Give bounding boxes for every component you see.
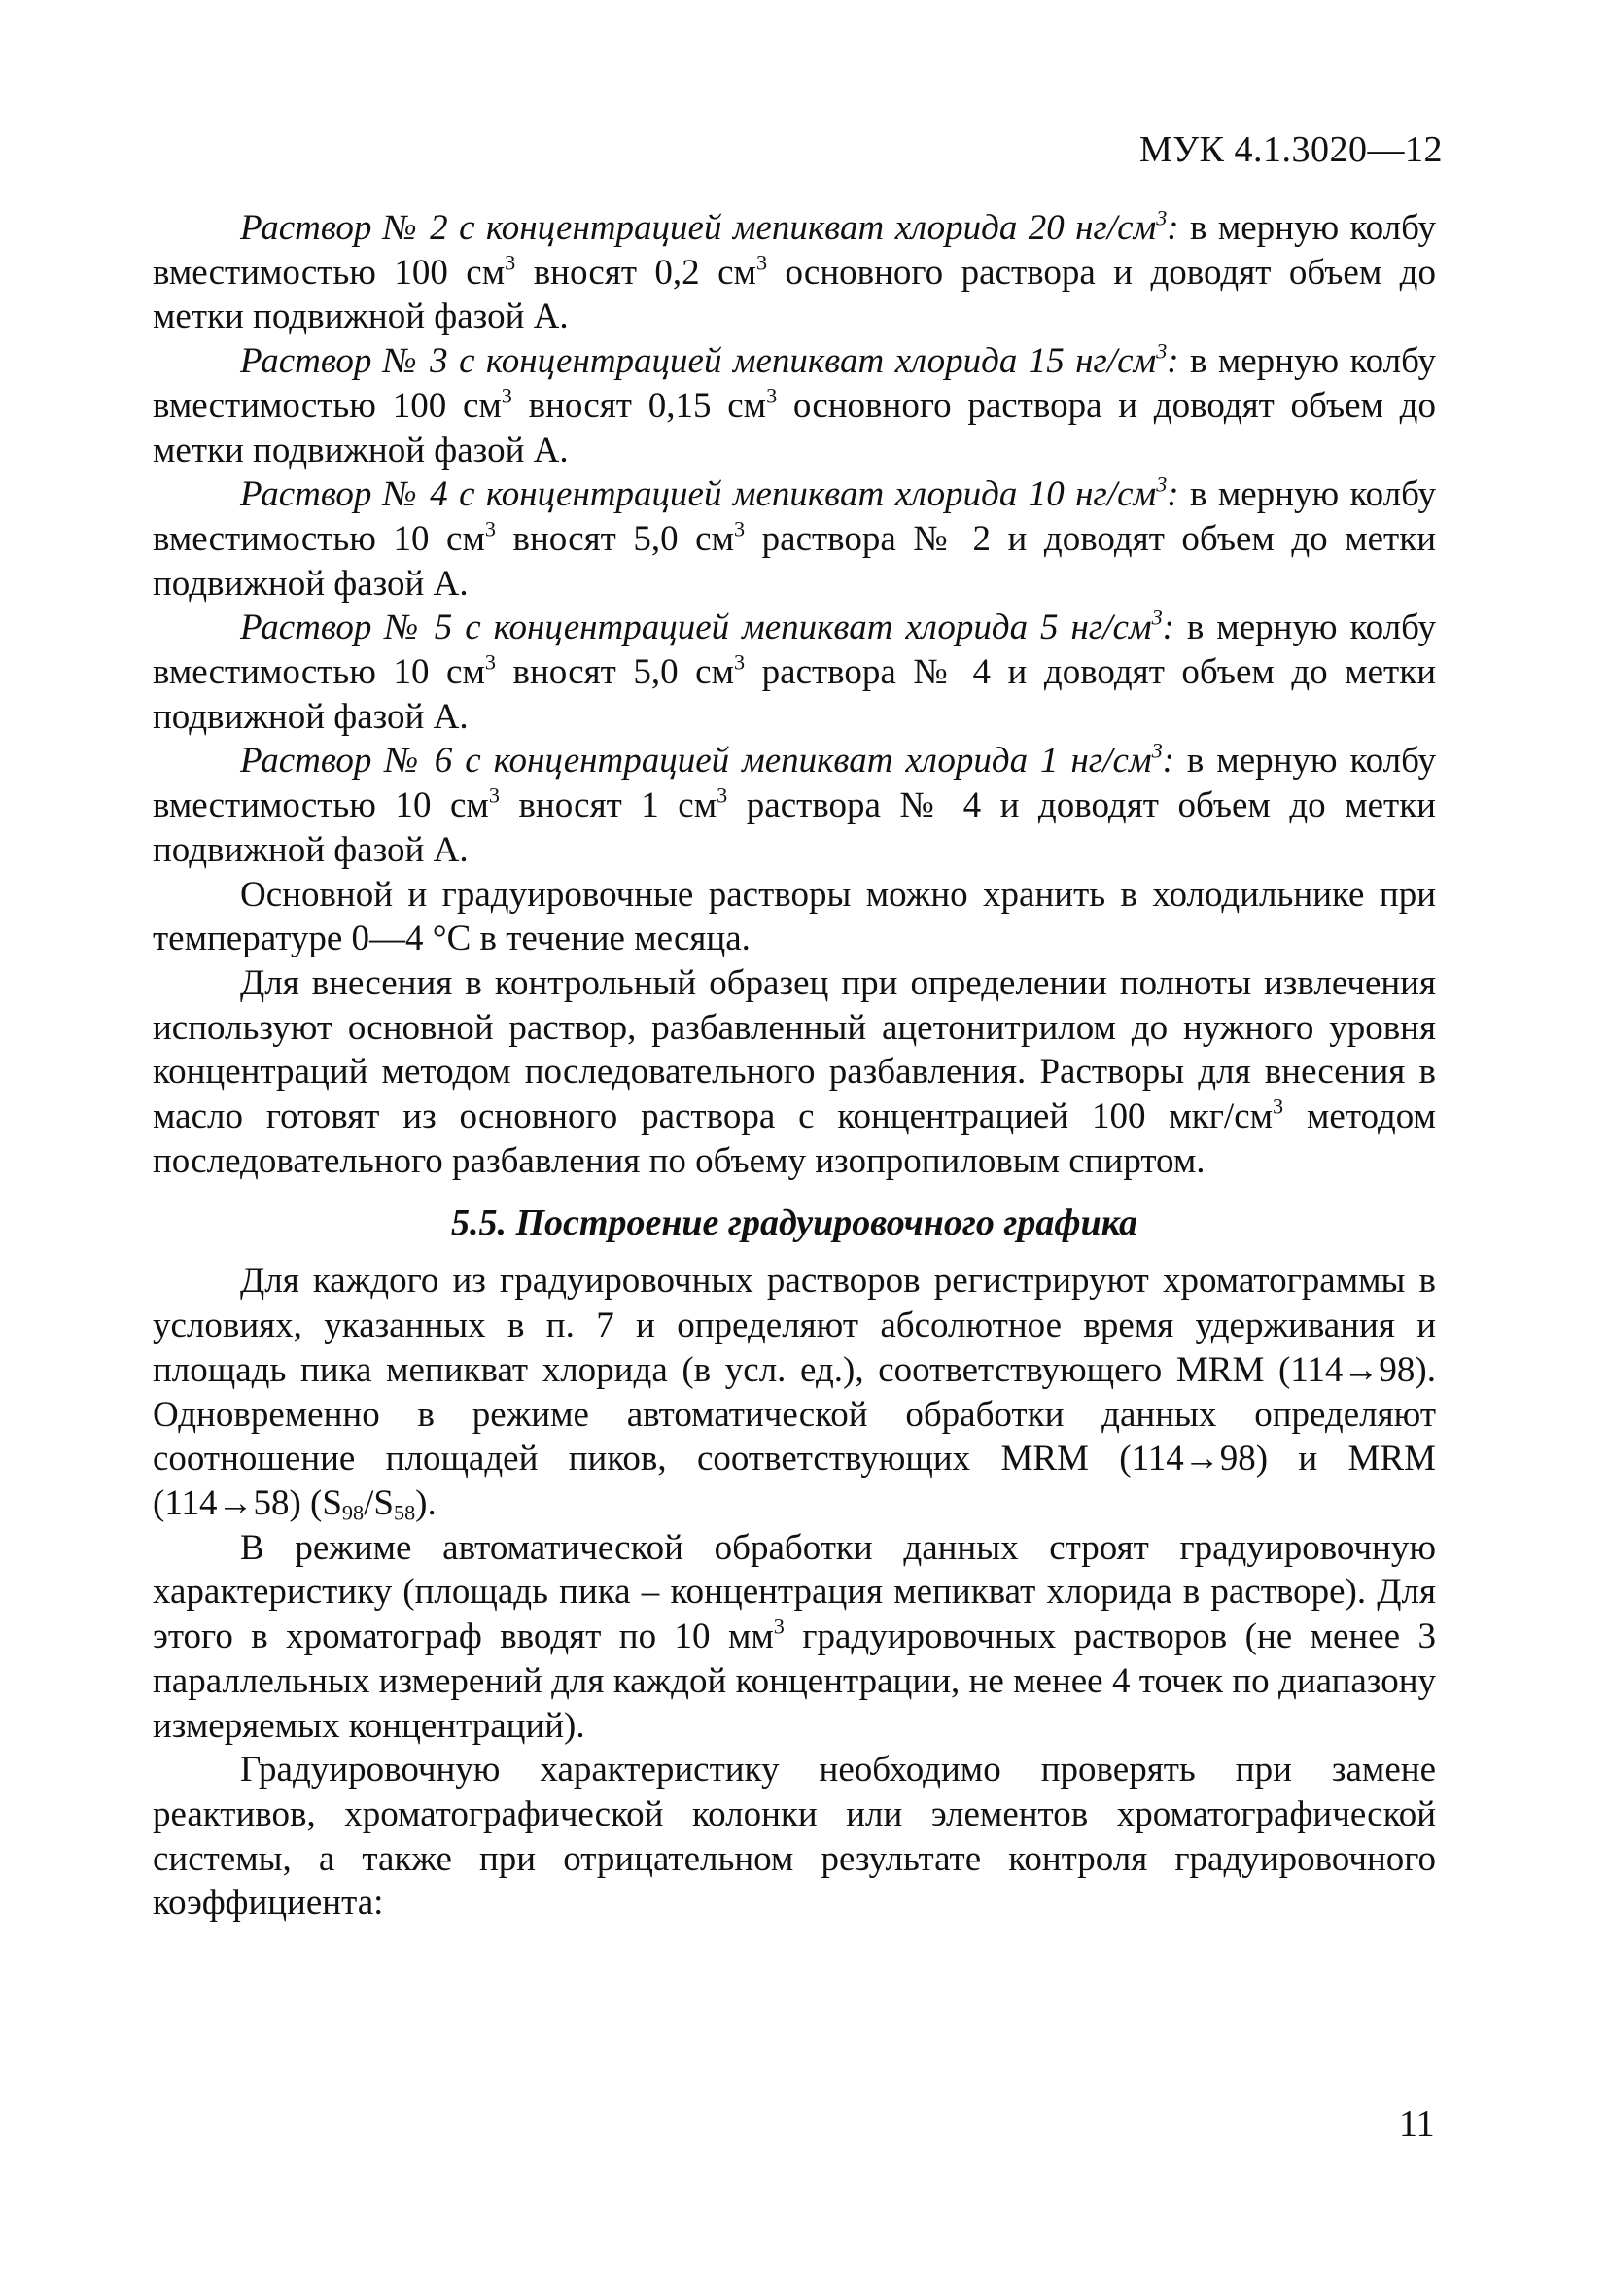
solution-text: основного раствора и доводят объем до метки подвижной фазой А.: [153, 385, 1437, 470]
solution-lead-text: Раствор № 5 с концентрацией мепикват хлорида 5 нг/см: [240, 608, 1152, 648]
document-code-header: МУК 4.1.3020—12: [1138, 129, 1443, 170]
solution-text: в мерную колбу вместимостью 100 см: [153, 341, 1436, 426]
superscript: 3: [1151, 605, 1163, 630]
solution-paragraph-6: [153, 739, 1436, 872]
section-heading: 5.5. Построение градуировочного графика: [450, 1202, 1138, 1244]
paragraph-text: Для внесения в контрольный образец при определении полноты извлечения используют основной раствор, разбавленный ацетонитрилом до нужного уровня концентраций методом последовательного разбавления. Растворы для внесения в масло готовят из основного раствора с концентрацией 100 мкг/см: [153, 962, 1436, 1137]
solution-text: в мерную колбу вместимостью 10 см: [153, 474, 1436, 559]
paragraph-text: градуировочных растворов (не менее 3 параллельных измерений для каждой концентрации, не менее 4 точек по диапазону измеряемых концентраций).: [153, 1617, 1437, 1746]
solution-text: раствора № 4 и доводят объем до метки подвижной фазой А.: [153, 785, 1436, 870]
superscript: 3: [484, 649, 496, 675]
subscript: 58: [393, 1500, 416, 1525]
subscript: 98: [341, 1500, 365, 1525]
solution-lead-colon: :: [1167, 208, 1179, 248]
solution-text: основного раствора и доводят объем до метки подвижной фазой А.: [153, 252, 1437, 337]
solution-lead: [240, 471, 1179, 515]
calibration-paragraph-3: Градуировочную характеристику необходимо проверять при замене реактивов, хроматографической колонки или элементов хроматографической системы, а также при отрицательном результате контроля градуировочного коэффициента:: [153, 1750, 1436, 1924]
solution-text: вносят 5,0 см: [495, 518, 734, 559]
solution-text: вносят 1 см: [499, 785, 717, 826]
spike-paragraph: [153, 961, 1436, 1184]
superscript: 3: [766, 383, 778, 408]
superscript: 3: [488, 783, 500, 808]
superscript: 3: [1156, 338, 1168, 364]
solution-lead-colon: :: [1162, 608, 1174, 648]
solution-lead-text: Раствор № 6 с концентрацией мепикват хлорида 1 нг/см: [240, 741, 1152, 782]
superscript: 3: [773, 1614, 785, 1639]
superscript: 3: [501, 383, 512, 408]
solution-lead-text: Раствор № 3 с концентрацией мепикват хлорида 15 нг/см: [240, 341, 1157, 382]
superscript: 3: [1273, 1094, 1284, 1119]
solution-lead-colon: :: [1162, 741, 1174, 782]
superscript: 3: [734, 516, 746, 541]
storage-paragraph: Основной и градуировочные растворы можно хранить в холодильнике при температуре 0—4 °С в течение месяца.: [153, 874, 1436, 959]
solution-paragraph-4: [153, 472, 1436, 606]
solution-text: в мерную колбу вместимостью 100 см: [153, 208, 1436, 293]
paragraph-text: Для каждого из градуировочных растворов регистрируют хроматограммы в условиях, указанных в п. 7 и определяют абсолютное время удерживания и площадь пика мепикват хлорида (в усл. ед.), соответствующего MRM (114→98). Одновременно в режиме автоматической обработки данных определяют соотношение площадей пиков, соответствующих MRM (114→98) и MRM (114→58) (S: [153, 1261, 1436, 1523]
solution-lead: [240, 741, 1174, 781]
solution-paragraph-2: [153, 206, 1436, 339]
solution-paragraph-5: [153, 606, 1436, 739]
solution-text: вносят 0,2 см: [515, 252, 756, 293]
solution-paragraph-3: [153, 339, 1436, 472]
superscript: 3: [1156, 205, 1168, 230]
superscript: 3: [755, 250, 768, 275]
paragraph-text: ).: [415, 1482, 437, 1523]
solution-text: вносят 0,15 см: [511, 385, 767, 426]
solution-text: раствора № 4 и доводят объем до метки подвижной фазой А.: [153, 652, 1436, 737]
paragraph-text: методом последовательного разбавления по объему изопропиловым спиртом.: [153, 1096, 1436, 1181]
superscript: 3: [1156, 471, 1168, 497]
solution-lead-text: Раствор № 4 с концентрацией мепикват хлорида 10 нг/см: [240, 474, 1157, 515]
superscript: 3: [484, 516, 496, 541]
calibration-paragraph-1: [153, 1259, 1436, 1525]
paragraph-text: /S: [364, 1482, 394, 1523]
solution-text: вносят 5,0 см: [495, 652, 734, 693]
solution-text: в мерную колбу вместимостью 10 см: [153, 741, 1436, 826]
superscript: 3: [717, 783, 728, 808]
paragraph-text: В режиме автоматической обработки данных строят градуировочную характеристику (площадь пика – концентрация мепикват хлорида в растворе). Для этого в хроматограф вводят по 10 мм: [153, 1527, 1436, 1657]
solution-lead: [240, 205, 1179, 248]
page-number: 11: [1399, 2104, 1435, 2144]
solution-text: раствора № 2 и доводят объем до метки подвижной фазой А.: [153, 518, 1436, 604]
solution-lead: [240, 605, 1174, 648]
solution-lead-colon: :: [1167, 341, 1179, 382]
solution-lead: [240, 338, 1179, 382]
superscript: 3: [505, 250, 516, 275]
superscript: 3: [1151, 739, 1163, 764]
calibration-paragraph-2: [153, 1526, 1436, 1749]
solution-lead-text: Раствор № 2 с концентрацией мепикват хлорида 20 нг/см: [240, 208, 1157, 248]
solution-lead-colon: :: [1167, 474, 1179, 515]
solution-text: в мерную колбу вместимостью 10 см: [153, 608, 1436, 693]
page-body: [153, 206, 1436, 1926]
superscript: 3: [734, 649, 746, 675]
